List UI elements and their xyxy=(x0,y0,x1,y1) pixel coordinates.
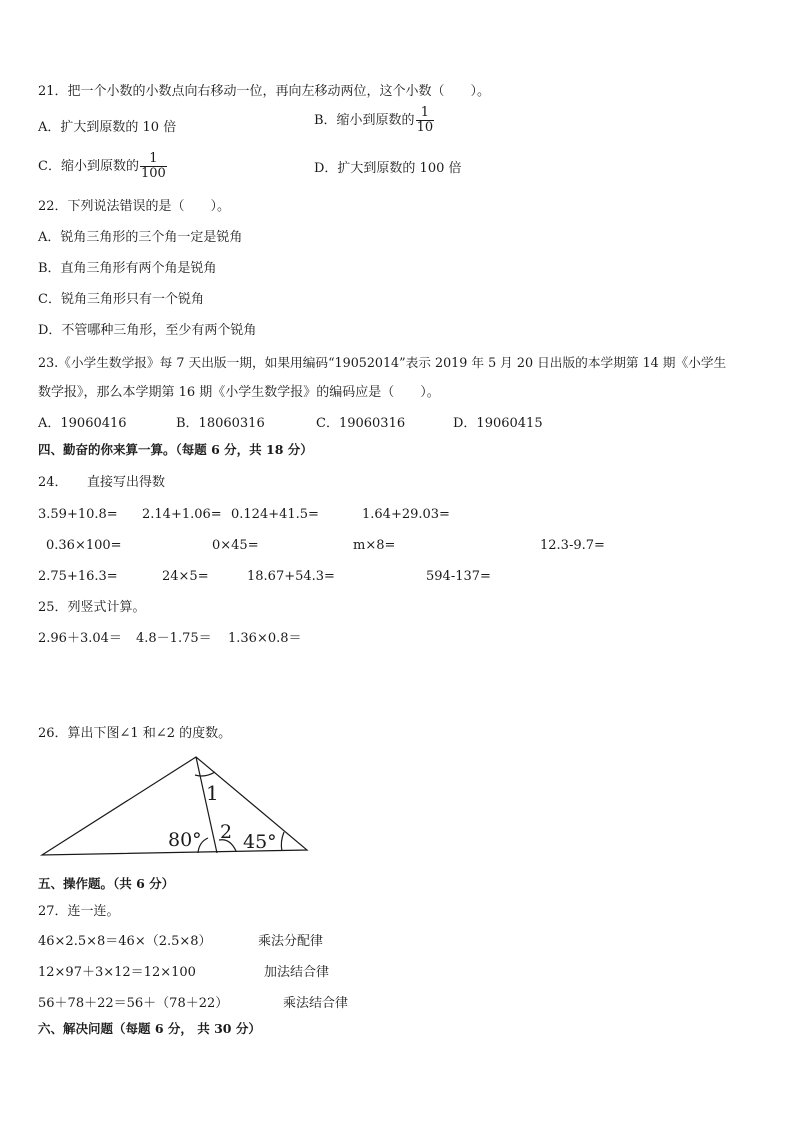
angle-2-label: 2 xyxy=(220,821,233,843)
q24-item: 0×45= xyxy=(212,538,259,553)
q24-item: 1.64+29.03= xyxy=(362,507,450,522)
q21-option-a: A．扩大到原数的 10 倍 xyxy=(38,120,177,135)
q27-left-item: 12×97＋3×12＝12×100 xyxy=(38,965,196,980)
fraction-denominator: 100 xyxy=(140,166,166,181)
q24-item: 2.75+16.3= xyxy=(38,569,118,584)
q27-right-item: 加法结合律 xyxy=(264,965,330,980)
q25-title: 25．列竖式计算。 xyxy=(38,600,146,615)
q26-title: 26．算出下图∠1 和∠2 的度数。 xyxy=(38,726,232,741)
q23-option-a: A．19060416 xyxy=(38,416,127,431)
angle-45-label: 45° xyxy=(243,831,277,853)
q23-option-d: D．19060415 xyxy=(453,416,543,431)
q22-option-a: A．锐角三角形的三个角一定是锐角 xyxy=(38,230,243,245)
q27-left-item: 56＋78＋22＝56＋（78＋22） xyxy=(38,996,229,1011)
angle-80-label: 80° xyxy=(168,829,202,851)
q27-right-item: 乘法分配律 xyxy=(258,934,324,949)
q21-option-b-text: B．缩小到原数的 xyxy=(314,113,415,128)
section-4-heading: 四、勤奋的你来算一算。（每题 6 分，共 18 分） xyxy=(38,442,313,457)
q27-right-item: 乘法结合律 xyxy=(283,996,349,1011)
q24-item: m×8= xyxy=(353,538,396,553)
fraction-numerator: 1 xyxy=(420,105,429,120)
angle-1-label: 1 xyxy=(206,781,219,805)
angle-45-arc xyxy=(281,832,284,851)
q24-item: 3.59+10.8= xyxy=(38,507,118,522)
q24-item: 12.3-9.7= xyxy=(540,538,605,553)
fraction-denominator: 10 xyxy=(416,120,434,135)
fraction-numerator: 1 xyxy=(149,151,158,166)
section-5-heading: 五、操作题。（共 6 分） xyxy=(38,876,175,891)
q25-item: 1.36×0.8＝ xyxy=(228,631,302,646)
q23-stem-line1: 23.《小学生数学报》每 7 天出版一期，如果用编码“19052014”表示 2019 年 5 月 20 日出版的本学期第 14 期《小学生 xyxy=(38,355,727,370)
section-6-heading: 六、解决问题（每题 6 分， 共 30 分） xyxy=(38,1021,261,1036)
q24-title: 24． 直接写出得数 xyxy=(38,475,166,490)
angle-1-arc xyxy=(195,772,215,776)
q23-option-b: B．18060316 xyxy=(176,416,265,431)
q23-option-c: C．19060316 xyxy=(316,416,406,431)
q27-left-item: 46×2.5×8＝46×（2.5×8） xyxy=(38,934,212,949)
q24-item: 594-137= xyxy=(426,569,491,584)
q22-stem: 22．下列说法错误的是（ ）。 xyxy=(38,199,231,214)
q24-item: 18.67+54.3= xyxy=(247,569,335,584)
q27-title: 27．连一连。 xyxy=(38,904,120,919)
q25-item: 2.96＋3.04＝ xyxy=(38,631,122,646)
q24-item: 0.36×100= xyxy=(46,538,122,553)
q24-item: 2.14+1.06= xyxy=(142,507,222,522)
q22-option-b: B．直角三角形有两个角是锐角 xyxy=(38,261,217,276)
q24-item: 24×5= xyxy=(162,569,209,584)
q21-option-d: D．扩大到原数的 100 倍 xyxy=(314,161,462,176)
q22-option-d: D．不管哪种三角形，至少有两个锐角 xyxy=(38,323,257,338)
q24-item: 0.124+41.5= xyxy=(231,507,319,522)
q21-stem: 21．把一个小数的小数点向右移动一位，再向左移动两位，这个小数（ ）。 xyxy=(38,84,491,99)
q23-stem-line2: 数学报》，那么本学期第 16 期《小学生数学报》的编码应是（ ）。 xyxy=(38,385,440,400)
q25-item: 4.8－1.75＝ xyxy=(136,631,212,646)
q21-option-c-text: C．缩小到原数的 xyxy=(38,159,139,174)
q22-option-c: C．锐角三角形只有一个锐角 xyxy=(38,292,204,307)
